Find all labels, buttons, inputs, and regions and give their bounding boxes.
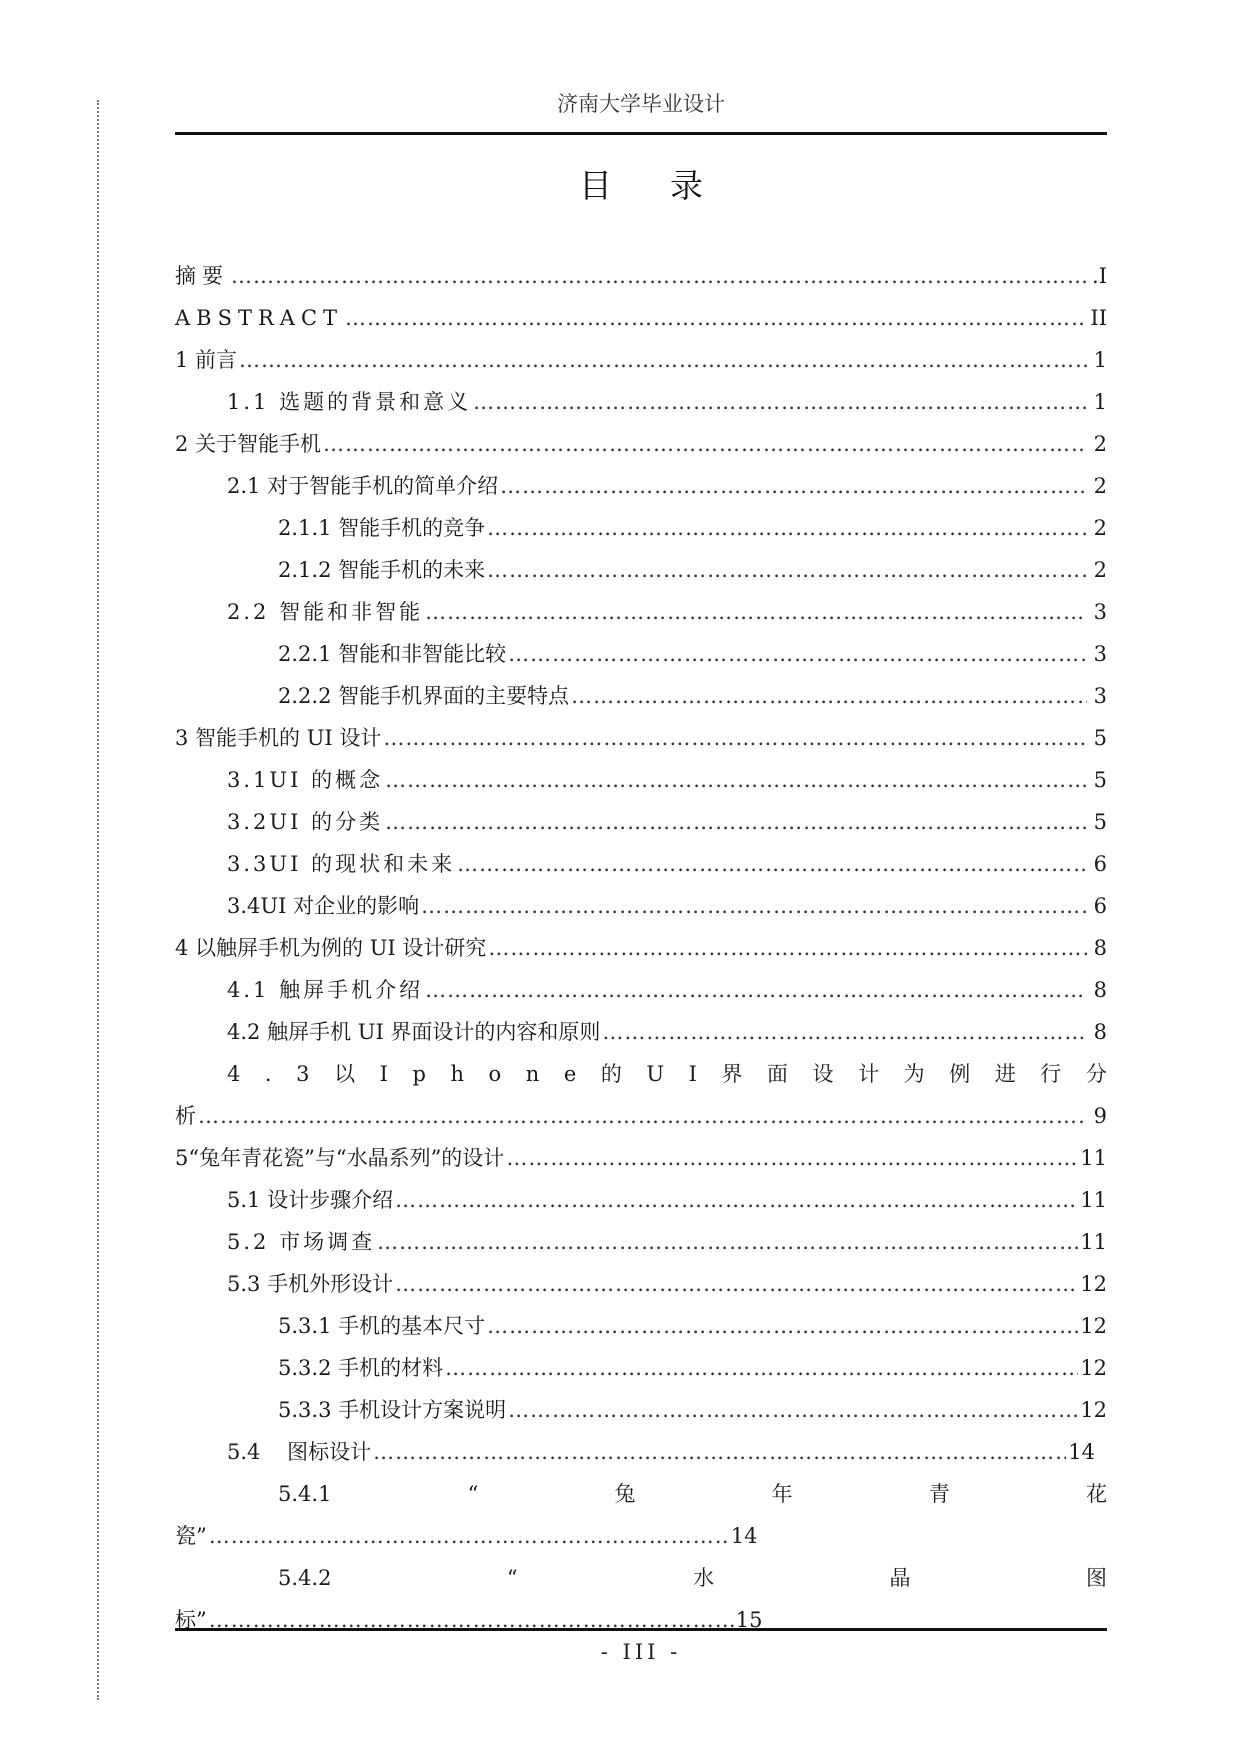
toc-entry-label: 4.1 触屏手机介绍 xyxy=(227,978,424,1002)
header-rule xyxy=(175,132,1107,135)
toc-leader-dots xyxy=(345,297,1087,339)
toc-entry-page: 14 xyxy=(730,1524,758,1548)
toc-entry-label: 2.1.1 智能手机的竞争 xyxy=(278,516,486,540)
toc-leader-dots xyxy=(385,759,1087,801)
toc-entry-label: 5.3.1 手机的基本尺寸 xyxy=(278,1314,486,1338)
toc-leader-dots xyxy=(425,591,1087,633)
toc-entry-label-line2: 标” xyxy=(175,1608,207,1632)
toc-entry[interactable] xyxy=(175,339,1107,381)
toc-entry-label: 2.2 智能和非智能 xyxy=(227,600,424,624)
toc-entry-label: 1.1 选题的背景和意义 xyxy=(227,390,472,414)
toc-leader-dots xyxy=(508,1389,1078,1431)
toc-entry-label: 3.4UI 对企业的影响 xyxy=(227,894,420,918)
toc-entry-page: 8 xyxy=(1093,978,1107,1002)
toc-leader-dots xyxy=(209,1515,729,1557)
toc-leader-dots xyxy=(487,1305,1078,1347)
toc-entry-label: 3.3UI 的现状和未来 xyxy=(227,852,456,876)
toc-entry-page: 2 xyxy=(1093,558,1107,582)
toc-entry[interactable] xyxy=(175,1011,1107,1053)
toc-entry-label: 4.2 触屏手机 UI 界面设计的内容和原则 xyxy=(227,1020,601,1044)
toc-entry-page: 12 xyxy=(1080,1398,1107,1422)
toc-entry[interactable] xyxy=(175,843,1107,885)
toc-entry-page: 6 xyxy=(1093,894,1107,918)
toc-entry-label-line2: 瓷” xyxy=(175,1524,207,1548)
toc-entry[interactable] xyxy=(175,591,1107,633)
toc-entry-page: 5 xyxy=(1093,810,1107,834)
toc-leader-dots xyxy=(395,1263,1078,1305)
toc-leader-dots xyxy=(571,675,1087,717)
binding-dotted-line xyxy=(97,100,99,1700)
page-number: - III - xyxy=(600,1640,682,1664)
toc-entry-page: 2 xyxy=(1093,474,1107,498)
toc-entry-label: 2.2.1 智能和非智能比较 xyxy=(278,642,507,666)
toc-entry[interactable] xyxy=(175,297,1107,339)
toc-entry-line2 xyxy=(175,1599,1107,1641)
toc-leader-dots xyxy=(487,507,1087,549)
toc-leader-dots xyxy=(487,549,1087,591)
toc-entry-label: 5.4 图标设计 xyxy=(227,1440,372,1464)
toc-leader-dots xyxy=(239,339,1087,381)
toc-entry-page: 12 xyxy=(1080,1356,1107,1380)
toc-entry[interactable] xyxy=(175,885,1107,927)
toc-leader-dots xyxy=(198,1095,1087,1137)
toc-entry-label: 5.2 市场调查 xyxy=(227,1230,376,1254)
toc-entry-page: 15 xyxy=(735,1608,763,1632)
toc-title: 目录 xyxy=(579,166,761,205)
toc-entry[interactable] xyxy=(175,1347,1107,1389)
toc-entry-page: .I xyxy=(1092,264,1107,288)
toc-entry-label: 5.3.3 手机设计方案说明 xyxy=(278,1398,507,1422)
toc-entry-page: 12 xyxy=(1080,1314,1107,1338)
toc-leader-dots xyxy=(395,1179,1078,1221)
toc-leader-dots xyxy=(377,1221,1078,1263)
toc-entry-line2 xyxy=(175,1095,1107,1137)
toc-entry-page: 6 xyxy=(1093,852,1107,876)
toc-entry-page: 8 xyxy=(1093,1020,1107,1044)
toc-entry-label: 5“兔年青花瓷”与“水晶系列”的设计 xyxy=(175,1146,505,1170)
toc-leader-dots xyxy=(421,885,1087,927)
toc-entry-page: 9 xyxy=(1093,1104,1107,1128)
toc-entry-page: 5 xyxy=(1093,726,1107,750)
toc-entry-wrapped[interactable] xyxy=(175,1053,1107,1137)
toc-entry-label: 2 关于智能手机 xyxy=(175,432,322,456)
toc-entry-page: 3 xyxy=(1093,684,1107,708)
toc-entry[interactable] xyxy=(175,1305,1107,1347)
toc-entry[interactable] xyxy=(175,1389,1107,1431)
toc-entry-line2 xyxy=(175,1515,1107,1557)
toc-entry-page: 3 xyxy=(1093,600,1107,624)
toc-entry-page: 12 xyxy=(1080,1272,1107,1296)
page-header: 济南大学毕业设计 xyxy=(557,92,725,116)
toc-leader-dots xyxy=(209,1599,734,1641)
toc-entry[interactable] xyxy=(175,507,1107,549)
toc-entry-label: 5.1 设计步骤介绍 xyxy=(227,1188,394,1212)
toc-leader-dots xyxy=(445,1347,1078,1389)
toc-entry-page: 2 xyxy=(1093,432,1107,456)
toc-entry[interactable] xyxy=(175,1221,1107,1263)
toc-entry-page: 8 xyxy=(1093,936,1107,960)
toc-entry-label: 2.2.2 智能手机界面的主要特点 xyxy=(278,684,570,708)
toc-leader-dots xyxy=(602,1011,1087,1053)
toc-entry[interactable] xyxy=(175,675,1107,717)
toc-entry-label-line1: 5.4.1 “ 兔 年 青 花 xyxy=(278,1482,1107,1506)
toc-leader-dots xyxy=(231,255,1087,297)
toc-entry-label: 2.1 对于智能手机的简单介绍 xyxy=(227,474,499,498)
toc-leader-dots xyxy=(373,1431,1066,1473)
toc-leader-dots xyxy=(473,381,1087,423)
toc-entry-page: 2 xyxy=(1093,516,1107,540)
table-of-contents xyxy=(175,255,1107,1641)
toc-entry-label: 5.3.2 手机的材料 xyxy=(278,1356,444,1380)
toc-entry-label-line1: 5.4.2 “ 水 晶 图 xyxy=(278,1566,1107,1590)
toc-entry[interactable] xyxy=(175,255,1107,297)
toc-entry-label: 4 以触屏手机为例的 UI 设计研究 xyxy=(175,936,487,960)
toc-entry-page: 14 xyxy=(1068,1440,1095,1464)
toc-entry-page: II xyxy=(1090,306,1107,330)
toc-entry[interactable] xyxy=(175,381,1107,423)
toc-entry-label: 3 智能手机的 UI 设计 xyxy=(175,726,382,750)
toc-leader-dots xyxy=(488,927,1087,969)
toc-entry[interactable] xyxy=(175,759,1107,801)
toc-entry-page: 3 xyxy=(1093,642,1107,666)
toc-entry[interactable] xyxy=(175,549,1107,591)
toc-entry[interactable] xyxy=(175,1137,1107,1179)
toc-entry[interactable] xyxy=(175,1263,1107,1305)
toc-entry-label-line1: 4 . 3 以 I p h o n e 的 U I 界 面 设 计 为 例 进 行 分 xyxy=(227,1062,1107,1086)
toc-entry-page: 11 xyxy=(1080,1146,1107,1170)
toc-entry[interactable] xyxy=(175,465,1107,507)
toc-entry-label: 1 前言 xyxy=(175,348,238,372)
toc-entry-page: 5 xyxy=(1093,768,1107,792)
toc-entry-label-line2: 析 xyxy=(175,1104,196,1128)
toc-leader-dots xyxy=(385,801,1087,843)
toc-leader-dots xyxy=(500,465,1087,507)
footer-rule xyxy=(175,1628,1107,1631)
toc-leader-dots xyxy=(425,969,1087,1011)
toc-entry-page: 11 xyxy=(1080,1188,1107,1212)
toc-entry-label: ABSTRACT xyxy=(175,306,344,330)
toc-leader-dots xyxy=(323,423,1087,465)
toc-entry-label: 摘要 xyxy=(175,264,229,288)
toc-entry-wrapped[interactable] xyxy=(175,1473,1107,1557)
toc-entry[interactable] xyxy=(175,423,1107,465)
toc-entry-page: 11 xyxy=(1080,1230,1107,1254)
toc-leader-dots xyxy=(383,717,1087,759)
toc-leader-dots xyxy=(457,843,1087,885)
toc-entry[interactable] xyxy=(175,633,1107,675)
toc-entry-label: 3.1UI 的概念 xyxy=(227,768,384,792)
toc-entry-page: 1 xyxy=(1093,348,1107,372)
toc-entry[interactable] xyxy=(175,801,1107,843)
toc-entry-label: 3.2UI 的分类 xyxy=(227,810,384,834)
toc-entry-label: 2.1.2 智能手机的未来 xyxy=(278,558,486,582)
toc-entry[interactable] xyxy=(175,927,1107,969)
toc-entry-page: 1 xyxy=(1093,390,1107,414)
toc-leader-dots xyxy=(508,633,1087,675)
toc-entry[interactable] xyxy=(175,969,1107,1011)
toc-entry[interactable] xyxy=(175,1431,1107,1473)
toc-leader-dots xyxy=(506,1137,1078,1179)
toc-entry[interactable] xyxy=(175,1179,1107,1221)
toc-entry-label: 5.3 手机外形设计 xyxy=(227,1272,394,1296)
toc-entry[interactable] xyxy=(175,717,1107,759)
